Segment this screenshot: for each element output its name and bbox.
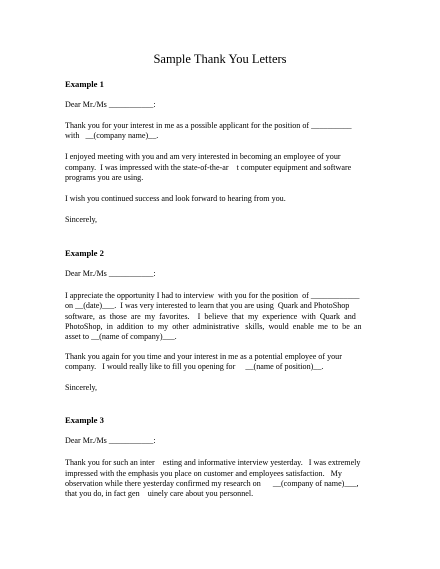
example-1-closing: Sincerely, (65, 215, 98, 224)
example-1-paragraph-2-line-2: company. I was impressed with the state-of-the-ar t computer equipment and software (65, 163, 352, 172)
example-3-heading: Example 3 (65, 415, 104, 425)
example-2-paragraph-2-line-2: company. I would really like to fill you opening for __(name of position)__. (65, 362, 324, 371)
example-2-paragraph-1-line-5: asset to __(name of company)___. (65, 332, 177, 341)
example-3-paragraph-1-line-2: impressed with the emphasis you place on customer and employees satisfaction. My (65, 469, 342, 478)
example-2-paragraph-1-line-2: on __(date)___. I was very interested to learn that you are using Quark and PhotoShop (65, 301, 350, 310)
page-title: Sample Thank You Letters (153, 52, 287, 66)
example-2-paragraph-1-line-3: software, as those are my favorites. I believe that my experience with Quark and (65, 312, 356, 321)
example-1-paragraph-2-line-1: I enjoyed meeting with you and am very interested in becoming an employee of your (65, 152, 341, 161)
example-1-paragraph-2-line-3: programs you are using. (65, 173, 144, 182)
example-1-paragraph-1-line-1: Thank you for your interest in me as a possible applicant for the position of __________ (65, 121, 352, 130)
example-3-paragraph-1-line-1: Thank you for such an inter esting and informative interview yesterday. I was extremely (65, 458, 361, 467)
example-1-salutation: Dear Mr./Ms ___________: (65, 100, 156, 109)
example-2-salutation: Dear Mr./Ms ___________: (65, 269, 156, 278)
example-2-paragraph-1-line-1: I appreciate the opportunity I had to interview with you for the position of ____________ (65, 291, 360, 300)
example-2-paragraph-1-line-4: PhotoShop, in addition to my other administrative skills, would enable me to be an (65, 322, 362, 331)
example-1-heading: Example 1 (65, 79, 104, 89)
example-1-paragraph-3: I wish you continued success and look forward to hearing from you. (65, 194, 286, 203)
example-3-paragraph-1-line-3: observation while there yesterday confirmed my research on __(company of name)___, (65, 479, 359, 488)
example-2-paragraph-2-line-1: Thank you again for you time and your interest in me as a potential employee of your (65, 352, 342, 361)
example-3-salutation: Dear Mr./Ms ___________: (65, 436, 156, 445)
example-2-heading: Example 2 (65, 248, 104, 258)
example-2-closing: Sincerely, (65, 383, 98, 392)
example-1-paragraph-1-line-2: with __(company name)__. (65, 131, 159, 140)
example-3-paragraph-1-line-4: that you do, in fact gen uinely care about you personnel. (65, 489, 254, 498)
